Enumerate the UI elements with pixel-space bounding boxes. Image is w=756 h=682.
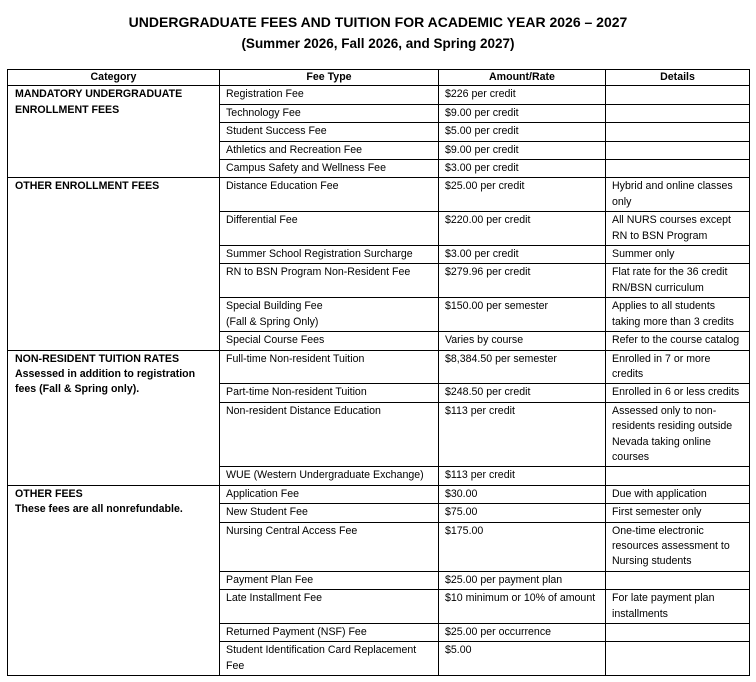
amount-cell: $9.00 per credit [439,104,606,122]
fee-type-label: Full-time Non-resident Tuition [226,352,365,365]
fee-type-label: Technology Fee [226,106,301,119]
amount-cell: $113 per credit [439,402,606,467]
fee-type-cell [220,642,439,676]
fee-type-cell [220,160,439,178]
details-cell: Refer to the course catalog [606,332,750,350]
details-cell: One-time electronic resources assessment to Nursing students [606,522,750,571]
amount-cell: Varies by course [439,332,606,350]
amount-cell: $5.00 [439,642,606,676]
fee-type-cell [220,86,439,104]
amount-cell: $5.00 per credit [439,123,606,141]
fee-type-label: Campus Safety and Wellness Fee [226,162,386,175]
fee-type-cell [220,178,439,212]
fee-type-label: Application Fee [226,487,300,500]
fee-type-label: Returned Payment (NSF) Fee [226,626,367,638]
page-title: UNDERGRADUATE FEES AND TUITION FOR ACADEMIC YEAR 2026 – 2027 [128,14,628,30]
amount-cell: $75.00 [439,504,606,522]
details-cell: Assessed only to non-residents residing outside Nevada taking online courses [606,402,750,467]
fee-type-cell [220,624,439,642]
fee-type-cell [220,332,439,350]
details-cell [606,141,750,159]
fee-type-label: Payment Plan Fee [226,573,314,586]
fee-type-cell [220,384,439,402]
table-row [8,485,750,503]
fee-type-label: Special Course Fees [226,334,325,347]
amount-cell: $9.00 per credit [439,141,606,159]
category-cell [8,86,220,178]
details-cell [606,467,750,485]
details-cell: Hybrid and online classes only [606,178,750,212]
details-cell [606,86,750,104]
fee-type-label: Differential Fee [226,214,298,227]
details-cell [606,160,750,178]
fee-type-label: Late Installment Fee [226,592,322,605]
fee-type-cell [220,264,439,298]
category-label: OTHER FEES [15,487,83,500]
header-fee-type: Fee Type [220,70,439,86]
fee-type-cell [220,571,439,589]
fee-type-label: WUE (Western Undergraduate Exchange) [226,469,424,482]
amount-cell: $8,384.50 per semester [439,350,606,384]
fee-type-cell [220,590,439,624]
page-subtitle: (Summer 2026, Fall 2026, and Spring 2027) [241,36,515,51]
fees-table [7,69,750,676]
details-cell: For late payment plan installments [606,590,750,624]
details-cell: Flat rate for the 36 credit RN/BSN curriculum [606,264,750,298]
amount-cell: $30.00 [439,485,606,503]
details-cell [606,104,750,122]
fee-type-label: Special Building Fee [226,300,323,313]
amount-cell: $175.00 [439,522,606,571]
fee-type-label: Student Identification Card Replacement Fee [226,644,417,672]
details-cell: Enrolled in 7 or more credits [606,350,750,384]
category-cell [8,178,220,350]
fee-type-label: Part-time Non-resident Tuition [226,386,367,399]
category-label: OTHER ENROLLMENT FEES [15,180,160,193]
table-row [8,178,750,212]
details-cell: First semester only [606,504,750,522]
fee-type-cell [220,246,439,264]
details-cell: Applies to all students taking more than 3 credits [606,298,750,332]
fee-type-cell [220,522,439,571]
details-cell [606,123,750,141]
fee-type-cell [220,485,439,503]
header-amount: Amount/Rate [439,70,606,86]
amount-cell: $25.00 per credit [439,178,606,212]
category-cell [8,485,220,675]
category-note: Assessed in addition to registration fees (Fall & Spring only). [15,367,196,396]
category-label: MANDATORY UNDERGRADUATE ENROLLMENT FEES [15,88,183,116]
table-header-row [8,70,750,86]
amount-cell: $279.96 per credit [439,264,606,298]
table-row [8,86,750,104]
fee-type-cell [220,350,439,384]
fee-type-cell [220,402,439,467]
fee-type-label: Athletics and Recreation Fee [226,143,363,156]
category-cell [8,350,220,485]
category-note: These fees are all nonrefundable. [15,503,183,516]
table-body [8,86,750,676]
fee-type-cell [220,141,439,159]
fee-type-note: (Fall & Spring Only) [226,315,319,328]
amount-cell: $248.50 per credit [439,384,606,402]
fee-type-label: Registration Fee [226,88,304,101]
fee-type-cell [220,212,439,246]
fee-type-label: New Student Fee [226,506,308,519]
amount-cell: $226 per credit [439,86,606,104]
fee-type-label: Nursing Central Access Fee [226,524,358,537]
amount-cell: $10 minimum or 10% of amount [439,590,606,624]
amount-cell: $220.00 per credit [439,212,606,246]
amount-cell: $25.00 per occurrence [439,624,606,642]
header-category: Category [8,70,220,86]
fee-type-cell [220,104,439,122]
table-row [8,350,750,384]
fee-type-label: Student Success Fee [226,125,327,138]
details-cell: Summer only [606,246,750,264]
fee-type-cell [220,123,439,141]
details-cell [606,571,750,589]
category-label: NON-RESIDENT TUITION RATES [15,352,180,365]
fee-type-label: RN to BSN Program Non-Resident Fee [226,266,411,279]
details-cell: Enrolled in 6 or less credits [606,384,750,402]
details-cell [606,642,750,676]
amount-cell: $3.00 per credit [439,160,606,178]
fee-type-cell [220,504,439,522]
amount-cell: $150.00 per semester [439,298,606,332]
header-details: Details [606,70,750,86]
details-cell: All NURS courses except RN to BSN Program [606,212,750,246]
details-cell: Due with application [606,485,750,503]
fee-type-label: Summer School Registration Surcharge [226,248,413,261]
fee-type-cell [220,467,439,485]
amount-cell: $113 per credit [439,467,606,485]
fee-type-cell [220,298,439,332]
fee-type-label: Non-resident Distance Education [226,404,381,417]
details-cell [606,624,750,642]
amount-cell: $3.00 per credit [439,246,606,264]
fee-type-label: Distance Education Fee [226,180,339,193]
amount-cell: $25.00 per payment plan [439,571,606,589]
